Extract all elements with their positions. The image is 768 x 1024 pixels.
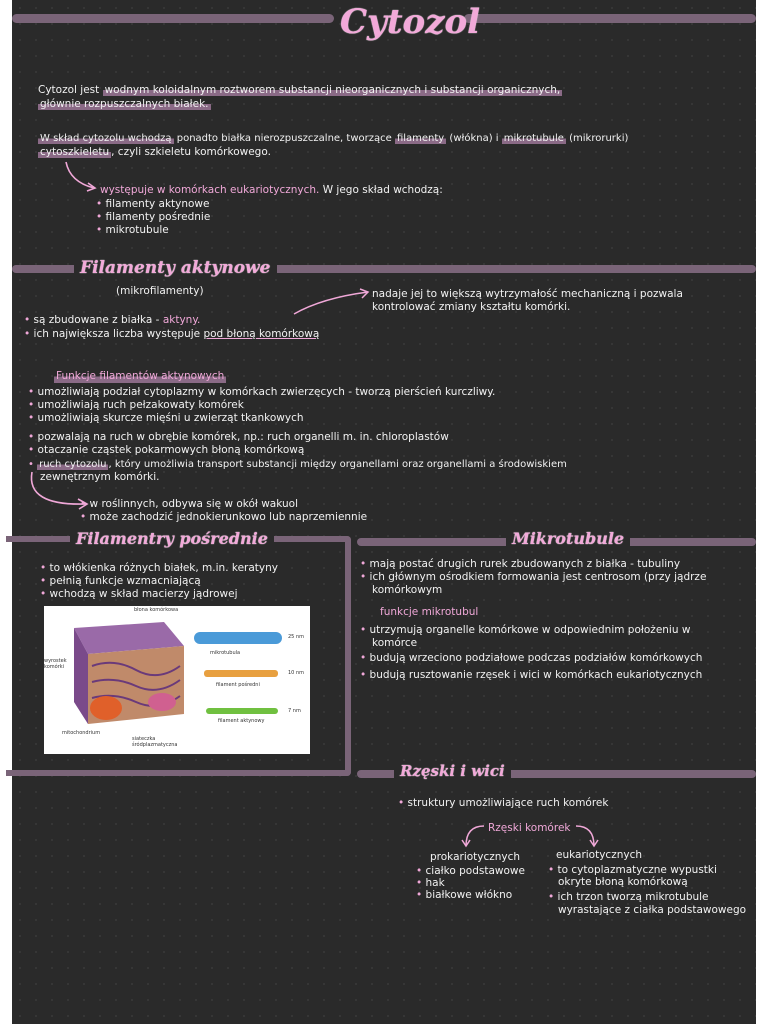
- function-item: • pozwalają na ruch w obrębie komórek, np.: ruch organelli m. in. chloroplastów: [28, 431, 449, 444]
- fiber-name: filament aktynowy: [218, 718, 265, 724]
- list-item: • filamenty pośrednie: [96, 211, 210, 224]
- actin-subtitle: (mikrofilamenty): [116, 285, 204, 297]
- intro-text-4: (mikrorurki): [565, 133, 629, 144]
- fiber-size: 10 nm: [288, 670, 304, 676]
- occur-text: występuje w komórkach eukariotycznych.: [100, 184, 320, 196]
- intro-text-3: (włókna) i: [446, 133, 502, 144]
- title-bar-right: [464, 14, 756, 23]
- euk-item-cont: okryte błoną komórkową: [558, 876, 688, 888]
- note-page: [12, 0, 756, 1024]
- function-item: [28, 458, 567, 471]
- function-item-text: , który umożliwia transport substancji między organellami oraz organellami a środowiskiem: [108, 459, 567, 470]
- fiber-size: 7 nm: [288, 708, 301, 714]
- micro-bullet-cont: komórkowym: [372, 584, 443, 596]
- prok-item: • ciałko podstawowe: [416, 865, 525, 878]
- micro-functions-title: funkcje mikrotubul: [380, 606, 479, 618]
- intermediate-bullet: • to włókienka różnych białek, m.in. keratyny: [40, 562, 278, 575]
- fiber-size: 25 nm: [288, 634, 304, 640]
- section-title-intermediate: Filamentry pośrednie: [70, 529, 274, 548]
- intro-line-4: [38, 146, 271, 159]
- arrow-icon: [460, 818, 488, 848]
- intro-text-5: , czyli szkieletu komórkowego.: [111, 146, 271, 158]
- title-bar-left: [12, 14, 334, 23]
- filament-term: filamenty: [396, 133, 445, 144]
- cytoskeleton-figure: [44, 606, 310, 754]
- micro-function: • budują wrzeciono podziałowe podczas podziałów komórkowych: [360, 652, 702, 665]
- prok-item: • białkowe włókno: [416, 889, 512, 902]
- intro-definition-end: głównie rozpuszczalnych białek.: [40, 98, 209, 110]
- actin-note: nadaje jej to większą wytrzymałość mechaniczną i pozwala: [372, 288, 683, 300]
- cytoskeleton-term: cytoszkieletu: [40, 146, 110, 158]
- function-item: • umożliwiają podział cytoplazmy w komórkach zwierzęcych - tworzą pierścień kurczliwy.: [28, 386, 495, 399]
- figure-label: błona komórkowa: [134, 607, 179, 613]
- prok-title: prokariotycznych: [430, 851, 521, 863]
- intermediate-bullet: • wchodzą w skład macierzy jądrowej: [40, 588, 238, 601]
- actin-note-2: kontrolować zmiany kształtu komórki.: [372, 301, 571, 313]
- intermediate-filament-model: [204, 670, 278, 677]
- intro-composition: W skład cytozolu wchodzą: [40, 133, 172, 144]
- page-title: Cytozol: [340, 2, 481, 42]
- section-title-micro: Mikrotubule: [506, 529, 630, 548]
- plant-item: • może zachodzić jednokierunkowo lub naprzemiennie: [80, 511, 367, 524]
- function-item-cont: zewnętrznym komórki.: [40, 471, 160, 483]
- cilia-center: Rzęski komórek: [488, 822, 571, 834]
- figure-label: siateczka śródplazmatyczna: [132, 736, 178, 748]
- prok-item: • hak: [416, 877, 445, 890]
- section-title-cilia: Rzęski i wici: [394, 762, 511, 780]
- arrow-icon: [62, 160, 102, 194]
- actin-bullet: [24, 328, 319, 341]
- fiber-name: mikrotubula: [210, 650, 241, 656]
- intro-line-2: [38, 98, 211, 111]
- arrow-icon: [292, 288, 372, 318]
- micro-function: • utrzymują organelle komórkowe w odpowiednim położeniu w: [360, 624, 690, 637]
- section-title-actin: Filamenty aktynowe: [74, 258, 277, 278]
- plant-item: • w roślinnych, odbywa się w okół wakuol: [80, 498, 298, 511]
- function-item: • otaczanie cząstek pokarmowych błoną komórkową: [28, 444, 304, 457]
- actin-protein: aktyny.: [162, 314, 201, 326]
- intro-definition: wodnym koloidalnym roztworem substancji nieorganicznych i substancji organicznych,: [104, 84, 561, 96]
- cilia-bullet: • struktury umożliwiające ruch komórek: [398, 797, 608, 810]
- actin-bullet-text: ich największa liczba występuje: [33, 328, 204, 340]
- function-item: • umożliwiają skurcze mięśni u zwierząt tkankowych: [28, 412, 304, 425]
- euk-item: • to cytoplazmatyczne wypustki: [548, 864, 717, 877]
- arrow-icon: [574, 818, 602, 848]
- euk-title: eukariotycznych: [556, 849, 643, 861]
- figure-label: mitochondrium: [62, 730, 101, 736]
- euk-item: • ich trzon tworzą mikrotubule: [548, 891, 709, 904]
- micro-bullet: • mają postać drugich rurek zbudowanych z białka - tubuliny: [360, 558, 680, 571]
- micro-function: • budują rusztowanie rzęsek i wici w komórkach eukariotycznych: [360, 669, 702, 682]
- list-item: • mikrotubule: [96, 224, 169, 237]
- occur-line: [100, 184, 443, 197]
- actin-bullet: [24, 314, 200, 327]
- micro-bullet: • ich głównym ośrodkiem formowania jest centrosom (przy jądrze: [360, 571, 706, 584]
- microtubule-model: [194, 632, 282, 644]
- actin-functions-title: Funkcje filamentów aktynowych: [56, 370, 225, 382]
- intro-line-3: [38, 132, 628, 145]
- actin-bullet-text: są zbudowane z białka -: [33, 314, 163, 326]
- occur-text-b: W jego skład wchodzą:: [319, 184, 443, 196]
- micro-function-cont: komórce: [372, 637, 418, 649]
- fiber-name: filament pośredni: [216, 682, 260, 688]
- intro-text-2: ponadto białka nierozpuszczalne, tworzące: [173, 133, 395, 144]
- microtubule-term: mikrotubule: [503, 133, 564, 144]
- intro-text: Cytozol jest: [38, 84, 103, 96]
- actin-filament-model: [206, 708, 278, 714]
- euk-item-cont: wyrastające z ciałka podstawowego: [558, 904, 747, 916]
- intro-line-1: [38, 84, 562, 97]
- figure-label: wyrostek komórki: [44, 658, 67, 670]
- intermediate-bullet: • pełnią funkcje wzmacniającą: [40, 575, 201, 588]
- list-item: • filamenty aktynowe: [96, 198, 209, 211]
- actin-location: pod błoną komórkową: [203, 328, 320, 340]
- cytosol-flow-term: ruch cytozolu: [39, 459, 107, 470]
- function-item: • umożliwiają ruch pełzakowaty komórek: [28, 399, 244, 412]
